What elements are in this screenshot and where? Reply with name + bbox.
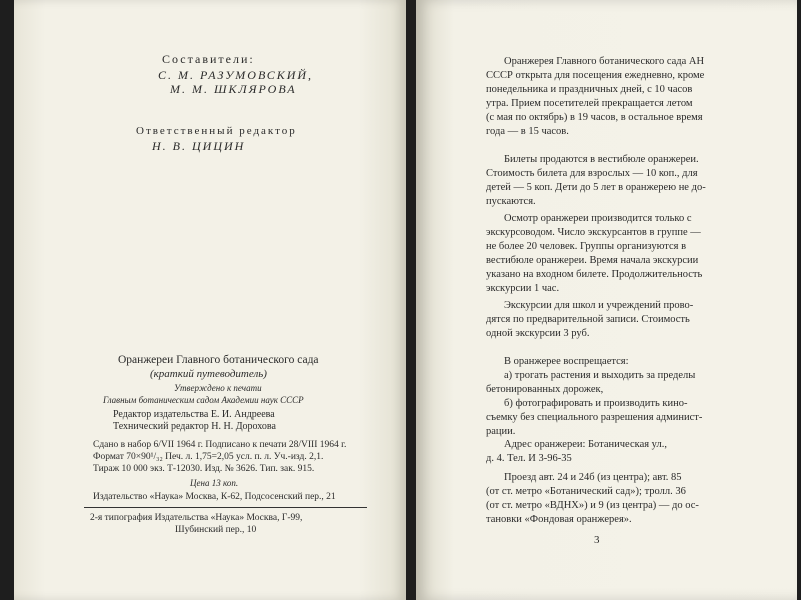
- address-paragraph: [486, 438, 667, 466]
- text-line: указано на входном билете. Продолжительность: [486, 269, 703, 280]
- text-line: (от ст. метро «Ботанический сад»); тролл. 36: [486, 486, 686, 497]
- tour-paragraph: [486, 212, 702, 296]
- text-line: Стоимость билета для взрослых — 10 коп., для: [486, 168, 698, 179]
- prohibited-paragraph: [486, 355, 702, 439]
- text-line: СССР открыта для посещения ежедневно, кроме: [486, 70, 705, 81]
- text-line: понедельника и праздничных дней, с 10 часов: [486, 84, 693, 95]
- text-line: экскурсоводом. Число экскурсантов в группе —: [486, 227, 701, 238]
- publisher-line: Издательство «Наука» Москва, К-62, Подсосенский пер., 21: [93, 492, 336, 502]
- print-details-line: Сдано в набор 6/VII 1964 г. Подписано к печати 28/VIII 1964 г.: [93, 440, 347, 450]
- book-subtitle: (краткий путеводитель): [150, 368, 267, 380]
- text-line: Билеты продаются в вестибюле оранжереи.: [504, 154, 699, 165]
- text-line: Оранжерея Главного ботанического сада АН: [504, 56, 705, 67]
- text-line: бетонированных дорожек,: [486, 384, 604, 395]
- text-line: детей — 5 коп. Дети до 5 лет в оранжерею не до-: [486, 182, 706, 193]
- text-line: дятся по предварительной записи. Стоимость: [486, 314, 690, 325]
- text-line: Экскурсии для школ и учреждений прово-: [504, 300, 694, 311]
- text-line: утра. Прием посетителей прекращается летом: [486, 98, 693, 109]
- editor-heading: Ответственный редактор: [136, 125, 297, 137]
- text-line: В оранжерее воспрещается:: [504, 356, 629, 367]
- opening-hours-paragraph: [486, 55, 704, 139]
- schools-paragraph: [486, 299, 693, 341]
- price: Цена 13 коп.: [190, 478, 239, 488]
- text-line: а) трогать растения и выходить за пределы: [504, 370, 696, 381]
- text-line: года — в 15 часов.: [486, 126, 569, 137]
- text-line: экскурсии 1 час.: [486, 283, 560, 294]
- approval-line: Утверждено к печати: [174, 383, 262, 393]
- print-details-line: Формат 70×90¹/₃₂ Печ. л. 1,75=2,05 усл. п. л. Уч.-изд. 2,1.: [93, 452, 324, 462]
- tickets-paragraph: [486, 153, 706, 209]
- text-line: Осмотр оранжереи производится только с: [504, 213, 692, 224]
- print-details-line: Тираж 10 000 экз. Т-12030. Изд. № 3626. Тип. зак. 915.: [93, 464, 315, 474]
- text-line: б) фотографировать и производить кино-: [504, 398, 688, 409]
- approval-line: Главным ботаническим садом Академии наук СССР: [103, 395, 304, 405]
- technical-editor: Технический редактор Н. Н. Дорохова: [113, 421, 276, 432]
- text-line: (от ст. метро «ВДНХ») и 9 (из центра) — до ос-: [486, 500, 699, 511]
- text-line: (с мая по октябрь) в 19 часов, в остальное время: [486, 112, 703, 123]
- compiler-name: М. М. ШКЛЯРОВА: [170, 82, 297, 96]
- compiler-name: С. М. РАЗУМОВСКИЙ,: [158, 68, 314, 82]
- publishing-editor: Редактор издательства Е. И. Андреева: [113, 409, 275, 420]
- printer-line: Шубинский пер., 10: [175, 525, 257, 535]
- printer-line: 2-я типография Издательства «Наука» Москва, Г-99,: [90, 513, 303, 523]
- editor-name: Н. В. ЦИЦИН: [152, 139, 246, 153]
- text-line: не более 20 человек. Группы организуются в: [486, 241, 687, 252]
- credits-heading: Составители:: [162, 52, 255, 66]
- page-number: 3: [594, 534, 600, 546]
- text-line: д. 4. Тел. И 3-96-35: [486, 453, 572, 464]
- text-line: Адрес оранжереи: Ботаническая ул.,: [504, 439, 667, 450]
- text-line: тановки «Фондовая оранжерея».: [486, 514, 632, 525]
- text-line: съемку без специального разрешения админист-: [486, 412, 703, 423]
- imprint-divider: [84, 507, 367, 508]
- text-line: Проезд авт. 24 и 24б (из центра); авт. 85: [504, 472, 682, 483]
- text-line: вестибюле оранжереи. Время начала экскурсии: [486, 255, 699, 266]
- text-line: одной экскурсии 3 руб.: [486, 328, 590, 339]
- book-title: Оранжереи Главного ботанического сада: [118, 354, 319, 366]
- text-line: рации.: [486, 426, 516, 437]
- transport-paragraph: [486, 471, 699, 527]
- text-line: пускаются.: [486, 196, 536, 207]
